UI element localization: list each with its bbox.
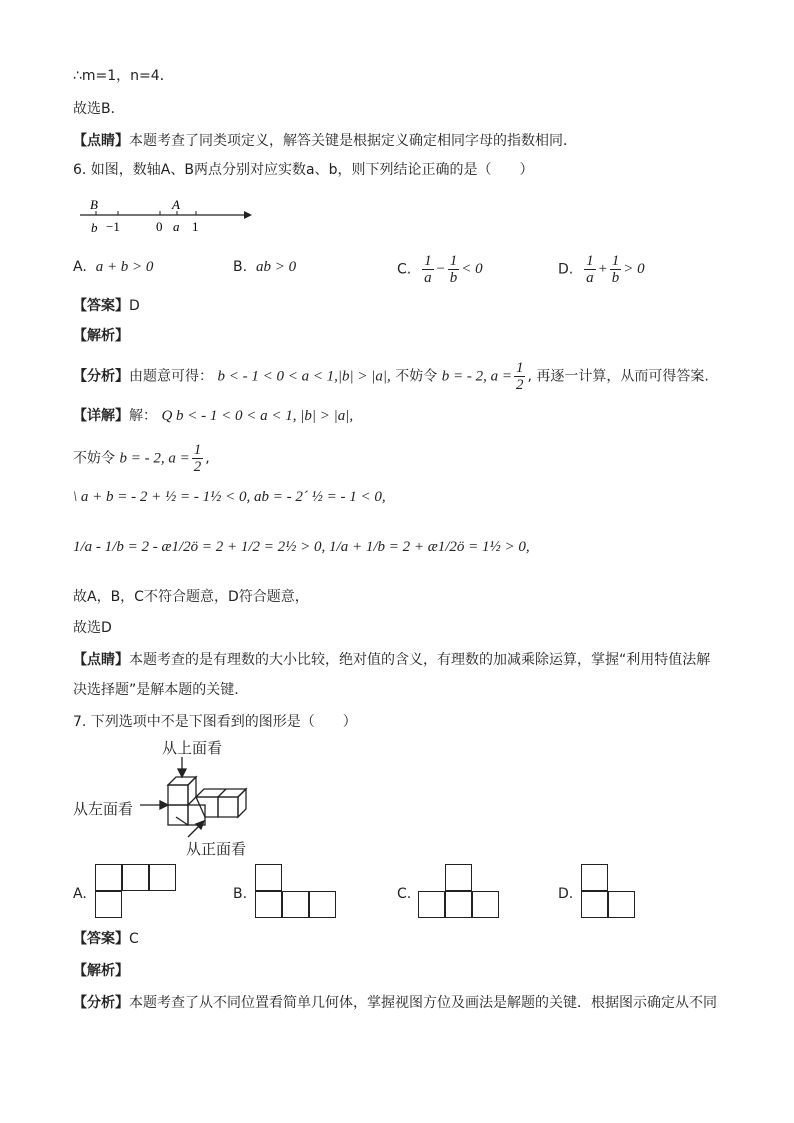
- view-front-label: 从正面看: [186, 840, 247, 858]
- q6-detail: 【详解】解： Q b < - 1 < 0 < a < 1, |b| > |a|,: [73, 408, 354, 424]
- prev-result: ∴m=1，n=4．: [73, 68, 174, 84]
- q7-option-c-letter: C.: [397, 886, 412, 902]
- number-line: [76, 194, 256, 236]
- point-label-b: B: [90, 197, 98, 212]
- q7-fenxi: 【分析】本题考查了从不同位置看简单几何体，掌握视图方位及画法是解题的关键．根据图示确定从不同: [73, 995, 717, 1011]
- tick-label-1: 1: [192, 219, 199, 234]
- prev-comment: 【点睛】本题考查了同类项定义，解答关键是根据定义确定相同字母的指数相同．: [73, 133, 577, 149]
- q6-choice: 故选D: [73, 620, 112, 636]
- q6-stem: 6. 如图，数轴A、B两点分别对应实数a、b，则下列结论正确的是（ ）: [73, 162, 534, 178]
- prev-choice: 故选B．: [73, 101, 125, 117]
- q7-option-b-letter: B.: [233, 886, 248, 902]
- q6-option-c: C. $\frac{1}{a}$ − $\frac{1}{b}$ < 0: [397, 253, 483, 286]
- q7-option-d-letter: D.: [558, 886, 574, 902]
- q7-answer: 【答案】C: [73, 931, 139, 947]
- q6-option-a: A. a + b > 0: [73, 259, 154, 275]
- q7-option-c-figure: [418, 864, 502, 920]
- q6-calc-2: 1/a - 1/b = 2 - æ1/2ö = 2 + 1/2 = 2½ > 0, 1/a + 1/b = 2 + æ1/2ö = 1½ > 0,: [73, 539, 530, 555]
- q6-analysis-tag: 【解析】: [73, 328, 129, 344]
- q6-option-b: B. ab > 0: [233, 259, 297, 275]
- q6-answer: 【答案】D: [73, 298, 140, 314]
- q6-fenxi: 【分析】由题意可得： b < - 1 < 0 < a < 1,|b| > |a|, 不妨令 b = - 2, a = $\frac{1}{2}$ , 再逐一计算，从而可得答案.: [73, 360, 709, 393]
- q7-option-a-figure: [95, 864, 179, 920]
- q7-option-d-figure: [581, 864, 637, 920]
- q7-analysis-tag: 【解析】: [73, 963, 129, 979]
- q6-comment-2: 决选择题”是解本题的关键.: [73, 682, 239, 698]
- q6-calc-1: \ a + b = - 2 + ½ = - 1½ < 0, ab = - 2´ ½ = - 1 < 0,: [73, 489, 386, 505]
- cube-solid-figure: [130, 755, 250, 845]
- view-left-label: 从左面看: [73, 800, 134, 818]
- q7-option-b-figure: [255, 864, 339, 920]
- view-top-label: 从上面看: [162, 739, 223, 757]
- tick-label-0: 0: [156, 219, 163, 234]
- q6-option-d: D. $\frac{1}{a}$ + $\frac{1}{b}$ > 0: [558, 253, 645, 286]
- tick-label-a: a: [173, 219, 180, 234]
- tick-label-b: b: [91, 220, 98, 235]
- point-label-a: A: [172, 197, 180, 212]
- tick-label-neg1: −1: [106, 219, 120, 234]
- q6-let: 不妨令 b = - 2, a = $\frac{1}{2}$ ,: [73, 442, 210, 475]
- q7-stem: 7. 下列选项中不是下图看到的图形是（ ）: [73, 714, 357, 730]
- q7-option-a-letter: A.: [73, 886, 87, 902]
- q6-conclusion: 故A，B，C不符合题意，D符合题意，: [73, 589, 309, 605]
- q6-comment-1: 【点睛】本题考查的是有理数的大小比较，绝对值的含义，有理数的加减乘除运算，掌握“利用特值法解: [73, 652, 711, 668]
